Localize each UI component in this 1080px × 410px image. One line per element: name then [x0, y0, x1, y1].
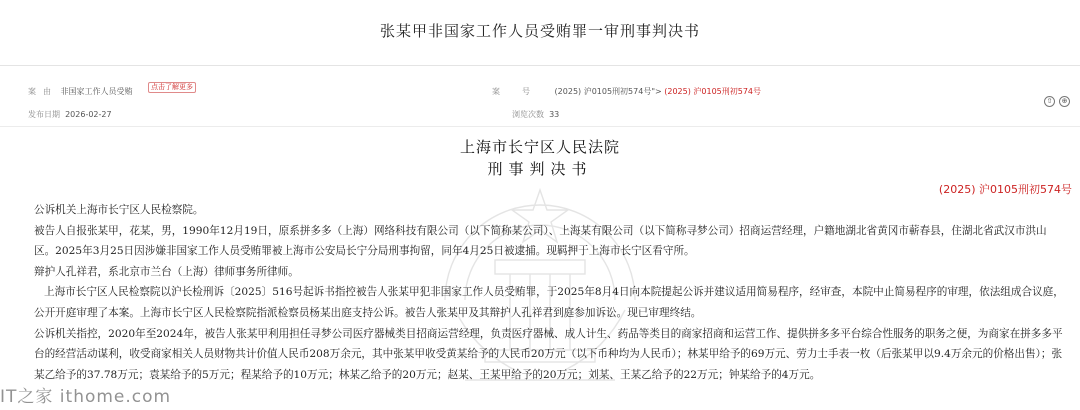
- view-count-label: 浏览次数: [512, 110, 544, 119]
- case-number-link[interactable]: (2025) 沪0105刑初574号: [664, 87, 762, 96]
- judgment-body: [34, 200, 1064, 385]
- case-number-value: (2025) 沪0105刑初574号">: [554, 87, 662, 96]
- publish-date-label: 发布日期: [28, 110, 60, 119]
- source-watermark: IT之家 ithome.com: [0, 387, 172, 407]
- case-cause-label: 案由: [28, 87, 58, 96]
- document-type: 刑事判决书: [487, 160, 593, 178]
- case-number-row: [492, 86, 761, 97]
- page-title: 张某甲非国家工作人员受贿罪一审刑事判决书: [379, 22, 700, 40]
- paragraph-defendant: 被告人自报张某甲，花某，男，1990年12月19日，原系拼多多（上海）网络科技有限公司（以下简称某公司）、上海某有限公司（以下简称寻梦公司）招商运营经理，户籍地湖北省黄冈市蕲春县，住湖北省武汉市洪山区。2025年3月25日因涉嫌非国家工作人员受贿罪被上海市公安局长宁分局刑事拘留，同年4月25日被逮捕。现羁押于上海市长宁区看守所。: [34, 224, 1047, 258]
- court-name: 上海市长宁区人民法院: [459, 138, 620, 156]
- paragraph-defense-counsel: 辩护人孔祥君，系北京市兰台（上海）律师事务所律师。: [34, 265, 299, 278]
- view-count-value: 33: [549, 110, 560, 119]
- divider: [0, 65, 1080, 66]
- paragraph-prosecutor: 公诉机关上海市长宁区人民检察院。: [34, 204, 204, 216]
- case-number-label: 案号: [492, 87, 552, 96]
- toolbar: [1044, 96, 1070, 107]
- publish-date-row: [28, 109, 112, 120]
- paragraph-procedure: 上海市长宁区人民检察院以沪长检刑诉〔2025〕516号起诉书指控被告人张某甲犯非国家工作人员受贿罪，于2025年8月4日向本院提起公诉并建议适用简易程序，经审查，本院中止简易程序的审理，依法组成合议庭，公开开庭审理了本案。上海市长宁区人民检察院指派检察员杨某出庭支持公诉。被告人张某甲及其辩护人孔祥君到庭参加诉讼。现已审理终结。: [34, 286, 1064, 319]
- case-cause-value: 非国家工作人员受贿: [60, 87, 133, 96]
- case-cause-row: [28, 86, 133, 97]
- zoom-icon[interactable]: ⊕: [1059, 96, 1070, 107]
- paragraph-allegation: 公诉机关指控，2020年至2024年，被告人张某甲利用担任寻梦公司医疗器械类目招商运营经理，负责医疗器械、成人计生、药品等类目的商家招商和运营工作、提供拼多多平台综合性服务的职务之便，为商家在拼多多平台的经营活动谋利，收受商家相关人员财物共计价值人民币208万余元，其中张某甲收受黄某给予的人民币20万元（以下币种均为人民币）；林某甲给予的69万元、劳力士手表一枚（后张某甲以9.4万余元的价格出售）；张某乙给予的37.78万元；袁某给予的5万元；程某给予的10万元；林某乙给予的20万元；赵某、王某甲给予的20万元；刘某、王某乙给予的22万元；钟某给予的4万元。: [34, 327, 1063, 381]
- view-count-row: [512, 109, 559, 120]
- learn-more-tag[interactable]: 点击了解更多: [148, 82, 196, 93]
- document-case-number: (2025) 沪0105刑初574号: [938, 183, 1072, 196]
- publish-date-value: 2026-02-27: [65, 110, 112, 119]
- share-icon[interactable]: ⇧: [1044, 96, 1055, 107]
- divider: [0, 126, 1080, 127]
